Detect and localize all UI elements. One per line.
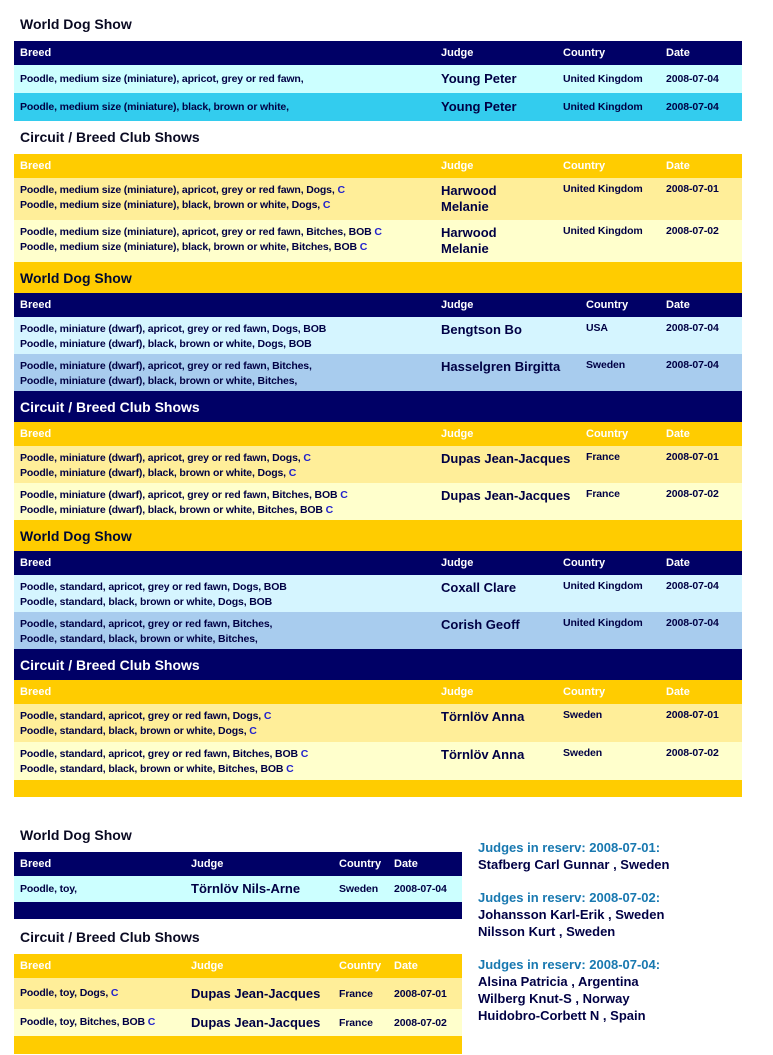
judge-column-header: Judge	[441, 299, 474, 311]
circuit-table-medium	[14, 154, 742, 262]
breed-text: Poodle, standard, apricot, grey or red fawn, Dogs, BOB	[20, 581, 287, 593]
judge-cell: Törnlöv Nils-Arne	[191, 881, 301, 896]
breed-text: Poodle, medium size (miniature), apricot, grey or red fawn, Dogs,	[20, 184, 335, 196]
date-cell: 2008-07-02	[666, 488, 719, 500]
country-cell: France	[586, 451, 620, 463]
date-cell: 2008-07-02	[394, 1016, 447, 1029]
country-cell: United Kingdom	[563, 73, 643, 85]
breed-cell	[14, 704, 435, 742]
certificate-link[interactable]: C	[322, 199, 331, 211]
country-cell: France	[339, 987, 373, 1000]
judge-cell: Bengtson Bo	[441, 322, 522, 337]
certificate-link[interactable]: C	[374, 226, 382, 238]
judge-cell: Hasselgren Birgitta	[441, 359, 561, 374]
date-cell: 2008-07-04	[666, 322, 719, 334]
date-cell: 2008-07-01	[666, 451, 719, 463]
date-cell: 2008-07-02	[666, 225, 719, 237]
judge-cell: Corish Geoff	[441, 617, 520, 632]
breed-text: Poodle, miniature (dwarf), apricot, grey or red fawn, Bitches, BOB	[20, 489, 338, 501]
breed-column-header: Breed	[20, 858, 52, 870]
table-row	[14, 220, 742, 262]
country-column-header: Country	[563, 160, 606, 172]
table-row	[14, 612, 742, 649]
country-column-header: Country	[563, 47, 606, 59]
date-column-header: Date	[666, 47, 690, 59]
certificate-link[interactable]: C	[300, 748, 309, 760]
certificate-link[interactable]: C	[337, 184, 345, 196]
breed-text: Poodle, standard, black, brown or white, Bitches, BOB	[20, 763, 284, 775]
judge-cell: Young Peter	[441, 99, 517, 114]
breed-cell	[14, 483, 435, 520]
country-cell: Sweden	[586, 359, 626, 371]
reserve-heading: Judges in reserv: 2008-07-01:	[478, 840, 661, 855]
date-column-header: Date	[394, 858, 418, 870]
country-column-header: Country	[586, 299, 629, 311]
date-cell: 2008-07-01	[666, 709, 719, 721]
section-banner-circuit-2: Circuit / Breed Club Shows	[14, 391, 742, 422]
judge-cell: Coxall Clare	[441, 580, 517, 595]
breed-text: Poodle, miniature (dwarf), apricot, grey or red fawn, Dogs, BOB	[20, 323, 327, 335]
breed-text: Poodle, miniature (dwarf), black, brown or white, Dogs, BOB	[20, 338, 312, 350]
breed-cell	[14, 354, 435, 391]
table-header-row	[14, 852, 462, 876]
country-column-header: Country	[563, 557, 606, 569]
table-row	[14, 704, 742, 742]
reserve-heading: Judges in reserv: 2008-07-04:	[478, 957, 661, 972]
reserve-block	[478, 956, 742, 1024]
breed-column-header: Breed	[20, 686, 52, 698]
reserve-heading: Judges in reserv: 2008-07-02:	[478, 890, 661, 905]
judge-column-header: Judge	[441, 47, 474, 59]
breed-text: Poodle, standard, black, brown or white, Dogs, BOB	[20, 596, 273, 608]
breed-text: Poodle, medium size (miniature), black, brown or white, Dogs,	[20, 199, 321, 211]
breed-text: Poodle, toy, Bitches, BOB	[20, 1016, 145, 1028]
breed-text: Poodle, medium size (miniature), black, brown or white,	[20, 100, 289, 113]
navy-divider-bar	[14, 902, 462, 919]
judge-column-header: Judge	[441, 557, 474, 569]
circuit-table-toy	[14, 954, 462, 1054]
judge-name: Harwood Melanie	[441, 225, 497, 256]
breed-text: Poodle, medium size (miniature), apricot, grey or red fawn,	[20, 72, 304, 85]
certificate-link[interactable]: C	[359, 241, 368, 253]
judge-column-header: Judge	[441, 160, 474, 172]
judge-cell: Dupas Jean-Jacques	[441, 451, 571, 466]
breed-cell	[14, 65, 435, 93]
country-cell: Sweden	[563, 709, 603, 721]
certificate-link[interactable]: C	[303, 452, 311, 464]
country-column-header: Country	[339, 858, 382, 870]
date-cell: 2008-07-04	[666, 73, 719, 85]
breed-column-header: Breed	[20, 160, 52, 172]
date-cell: 2008-07-01	[394, 987, 447, 1000]
date-column-header: Date	[666, 160, 690, 172]
reserve-judge-name: Nilsson Kurt , Sweden	[478, 924, 616, 939]
breed-column-header: Breed	[20, 557, 52, 569]
table-row	[14, 978, 462, 1009]
certificate-link[interactable]: C	[286, 763, 294, 775]
certificate-link[interactable]: C	[263, 710, 272, 722]
country-cell: Sweden	[339, 883, 379, 895]
judge-cell: Dupas Jean-Jacques	[191, 985, 321, 1001]
breed-cell	[14, 742, 435, 780]
certificate-link[interactable]: C	[249, 725, 257, 737]
judge-cell: Törnlöv Anna	[441, 709, 525, 724]
judge-cell	[435, 220, 557, 262]
table-row	[14, 876, 462, 902]
table-header-row	[14, 422, 742, 446]
breed-cell	[14, 1009, 185, 1036]
country-cell: France	[339, 1016, 373, 1029]
section-banner-world-3: World Dog Show	[14, 520, 742, 551]
reserve-judge-name: Stafberg Carl Gunnar , Sweden	[478, 857, 670, 872]
section-title-world-1: World Dog Show	[20, 16, 132, 32]
table-header-row	[14, 680, 742, 704]
table-header-row	[14, 293, 742, 317]
breed-column-header: Breed	[20, 299, 52, 311]
circuit-table-dwarf	[14, 422, 742, 520]
breed-text: Poodle, standard, apricot, grey or red fawn, Bitches,	[20, 618, 273, 630]
gold-divider-bar	[14, 780, 742, 797]
main-column	[14, 8, 742, 797]
table-row	[14, 93, 742, 121]
table-row	[14, 742, 742, 780]
breed-column-header: Breed	[20, 47, 52, 59]
breed-text: Poodle, standard, apricot, grey or red fawn, Bitches, BOB	[20, 748, 298, 760]
certificate-link[interactable]: C	[147, 1016, 156, 1028]
section-title-circuit-1: Circuit / Breed Club Shows	[20, 129, 200, 145]
reserve-judge-name: Wilberg Knut-S , Norway	[478, 991, 630, 1006]
table-row	[14, 1009, 462, 1036]
country-cell: United Kingdom	[563, 617, 643, 629]
certificate-link[interactable]: C	[325, 504, 334, 516]
table-row	[14, 483, 742, 520]
judge-cell: Young Peter	[441, 71, 517, 86]
reserve-judge-name: Johansson Karl-Erik , Sweden	[478, 907, 665, 922]
breed-cell	[14, 978, 185, 1009]
reserve-judge-name: Alsina Patricia , Argentina	[478, 974, 639, 989]
judge-column-header: Judge	[191, 960, 224, 972]
table-row	[14, 575, 742, 612]
date-column-header: Date	[394, 960, 418, 972]
gold-divider-bar	[14, 1036, 462, 1054]
world-show-table-toy	[14, 852, 462, 919]
date-column-header: Date	[666, 299, 690, 311]
table-row	[14, 354, 742, 391]
judges-in-reserve-panel	[478, 839, 742, 1054]
date-column-header: Date	[666, 686, 690, 698]
country-column-header: Country	[586, 428, 629, 440]
country-cell: United Kingdom	[563, 183, 643, 195]
breed-text: Poodle, miniature (dwarf), apricot, grey or red fawn, Bitches,	[20, 360, 312, 372]
country-cell: USA	[586, 322, 608, 334]
reserve-block	[478, 889, 742, 940]
table-header-row	[14, 551, 742, 575]
date-cell: 2008-07-02	[666, 747, 719, 759]
certificate-link[interactable]: C	[288, 467, 297, 479]
breed-cell	[14, 612, 435, 649]
certificate-link[interactable]: C	[340, 489, 348, 501]
section-banner-circuit-3: Circuit / Breed Club Shows	[14, 649, 742, 680]
world-show-table-standard	[14, 551, 742, 649]
judge-name: Harwood Melanie	[441, 183, 497, 214]
judge-column-header: Judge	[441, 686, 474, 698]
breed-text: Poodle, standard, apricot, grey or red fawn, Dogs,	[20, 710, 262, 722]
breed-cell	[14, 876, 185, 902]
breed-cell	[14, 93, 435, 121]
date-column-header: Date	[666, 557, 690, 569]
breed-column-header: Breed	[20, 428, 52, 440]
breed-column-header: Breed	[20, 960, 52, 972]
judge-column-header: Judge	[191, 858, 224, 870]
date-cell: 2008-07-04	[666, 101, 719, 113]
table-header-row	[14, 154, 742, 178]
breed-cell	[14, 575, 435, 612]
breed-text: Poodle, standard, black, brown or white, Bitches,	[20, 633, 258, 645]
date-column-header: Date	[666, 428, 690, 440]
table-row	[14, 65, 742, 93]
judge-cell: Dupas Jean-Jacques	[441, 488, 571, 503]
breed-text: Poodle, medium size (miniature), black, brown or white, Bitches, BOB	[20, 241, 357, 253]
breed-cell	[14, 446, 435, 483]
table-row	[14, 178, 742, 220]
breed-cell	[14, 317, 435, 354]
breed-text: Poodle, medium size (miniature), apricot, grey or red fawn, Bitches, BOB	[20, 226, 372, 238]
breed-text: Poodle, miniature (dwarf), black, brown or white, Bitches,	[20, 375, 298, 387]
table-header-row	[14, 954, 462, 978]
country-cell: United Kingdom	[563, 580, 643, 592]
circuit-table-standard	[14, 680, 742, 780]
date-cell: 2008-07-04	[666, 580, 719, 592]
breed-cell	[14, 220, 435, 262]
table-row	[14, 446, 742, 483]
date-cell: 2008-07-04	[666, 617, 719, 629]
bottom-left-column	[14, 819, 462, 1054]
world-show-table-dwarf	[14, 293, 742, 391]
country-column-header: Country	[563, 686, 606, 698]
breed-text: Poodle, toy, Dogs,	[20, 987, 109, 999]
section-title-circuit-toy: Circuit / Breed Club Shows	[20, 929, 200, 945]
certificate-link[interactable]: C	[110, 987, 119, 999]
judge-column-header: Judge	[441, 428, 474, 440]
date-cell: 2008-07-04	[394, 883, 447, 895]
judge-cell: Törnlöv Anna	[441, 747, 525, 762]
judge-cell: Dupas Jean-Jacques	[191, 1014, 321, 1030]
breed-text: Poodle, miniature (dwarf), apricot, grey or red fawn, Dogs,	[20, 452, 301, 464]
breed-text: Poodle, miniature (dwarf), black, brown or white, Bitches, BOB	[20, 504, 323, 516]
breed-text: Poodle, miniature (dwarf), black, brown or white, Dogs,	[20, 467, 286, 479]
country-cell: United Kingdom	[563, 225, 643, 237]
reserve-block	[478, 839, 742, 873]
judge-cell	[435, 178, 557, 220]
breed-cell	[14, 178, 435, 220]
date-cell: 2008-07-01	[666, 183, 719, 195]
breed-text: Poodle, toy,	[20, 882, 77, 895]
reserve-judge-name: Huidobro-Corbett N , Spain	[478, 1008, 646, 1023]
section-title-world-toy: World Dog Show	[20, 827, 132, 843]
table-row	[14, 317, 742, 354]
section-banner-world-2: World Dog Show	[14, 262, 742, 293]
breed-text: Poodle, standard, black, brown or white, Dogs,	[20, 725, 247, 737]
world-show-table-medium	[14, 41, 742, 121]
country-cell: United Kingdom	[563, 101, 643, 113]
country-column-header: Country	[339, 960, 382, 972]
date-cell: 2008-07-04	[666, 359, 719, 371]
country-cell: Sweden	[563, 747, 603, 759]
bottom-section	[14, 819, 773, 1054]
country-cell: France	[586, 488, 620, 500]
table-header-row	[14, 41, 742, 65]
